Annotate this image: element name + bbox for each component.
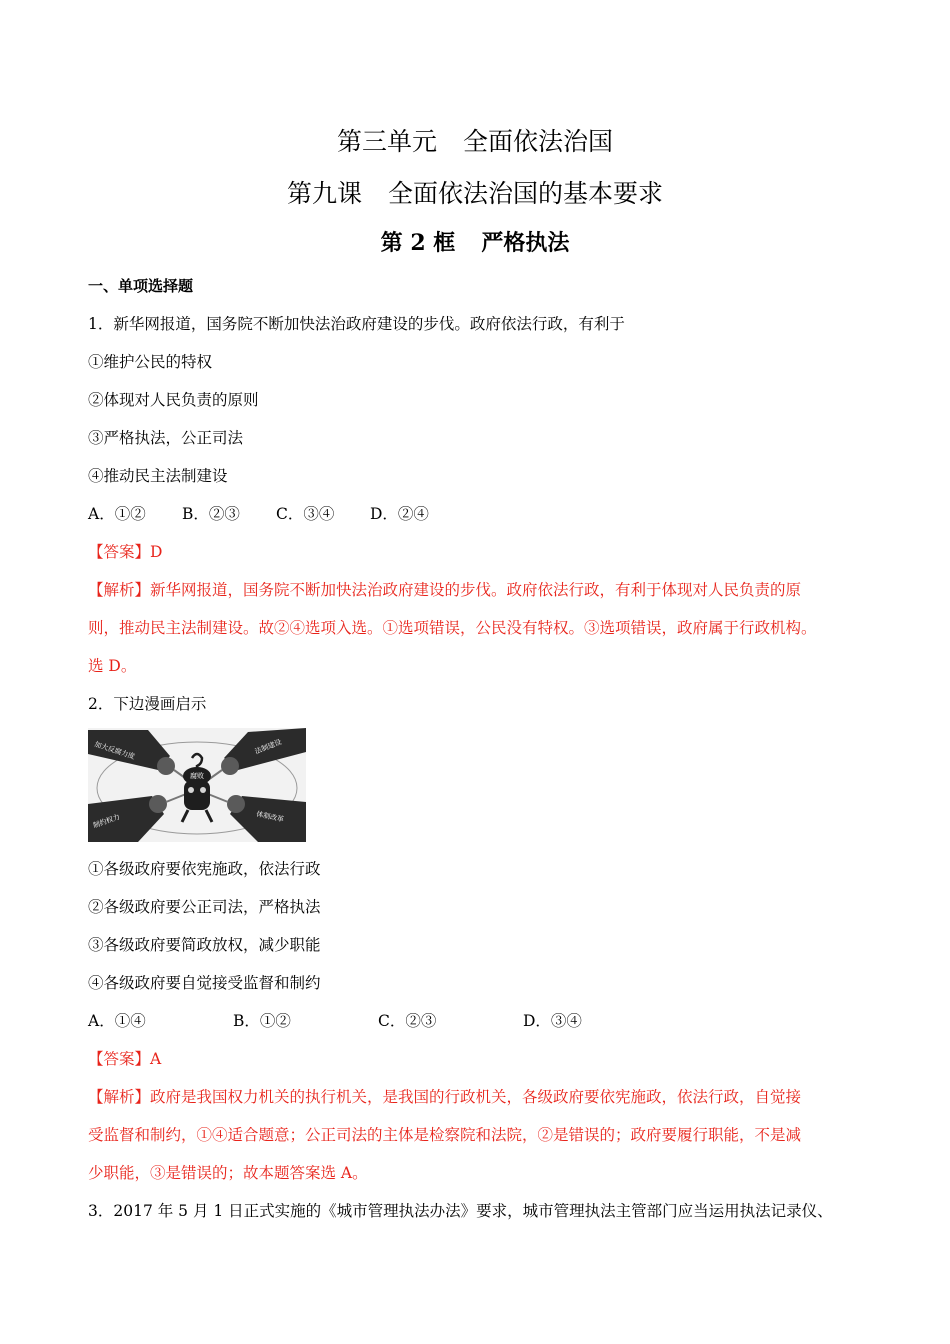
q2-option-b: B．①②: [233, 1012, 291, 1030]
q1-options: [88, 504, 888, 524]
q2-option-d: D．③④: [523, 1012, 582, 1030]
q2-analysis-tag: 【解析】: [88, 1088, 151, 1106]
cartoon-label-1: 加大反腐力度: [93, 740, 136, 761]
q2-item-2: ②各级政府要公正司法，严格执法: [88, 898, 321, 916]
q2-analysis-line-2: 受监督和制约，①④适合题意；公正司法的主体是检察院和法院，②是错误的；政府要履行职能，不是减: [88, 1126, 802, 1144]
q1-item-3: ③严格执法，公正司法: [88, 429, 244, 447]
lesson-title: 第九课 全面依法治国的基本要求: [286, 179, 664, 208]
q1-option-c: C．③④: [276, 505, 335, 523]
q1-item-1: ①维护公民的特权: [88, 353, 213, 371]
q2-option-a: A．①④: [88, 1012, 146, 1030]
q3-stem: 3．2017 年 5 月 1 日正式实施的《城市管理执法办法》要求，城市管理执法主管部门应当运用执法记录仪、: [88, 1202, 833, 1220]
q2-answer-tag: 【答案】: [88, 1050, 151, 1068]
q1-analysis-line-1: 【解析】新华网报道，国务院不断加快法治政府建设的步伐。政府依法行政，有利于体现对人民负责的原: [88, 581, 802, 599]
q1-stem: 1．新华网报道，国务院不断加快法治政府建设的步伐。政府依法行政，有利于: [88, 315, 625, 333]
q2-options: [88, 1011, 888, 1031]
q2-analysis-line-3: 少职能，③是错误的；故本题答案选 A。: [88, 1164, 368, 1182]
q1-analysis-line-3: 选 D。: [88, 657, 137, 675]
cartoon-label-3: 制约权力: [91, 812, 121, 830]
q1-option-a: A．①②: [88, 505, 146, 523]
q1-option-b: B．②③: [182, 505, 240, 523]
q2-answer: [88, 1049, 888, 1069]
q1-answer-tag: 【答案】: [88, 543, 151, 561]
q2-stem: 2．下边漫画启示: [88, 695, 207, 713]
q2-option-c: C．②③: [378, 1012, 437, 1030]
q1-item-4: ④推动民主法制建设: [88, 467, 228, 485]
q1-analysis-line-2: 则，推动民主法制建设。故②④选项入选。①选项错误，公民没有特权。③选项错误，政府属于行政机构。: [88, 619, 817, 637]
q1-analysis-tag: 【解析】: [88, 581, 151, 599]
q1-option-d: D．②④: [370, 505, 429, 523]
cartoon-label-4: 体制改革: [255, 810, 285, 824]
q1-item-2: ②体现对人民负责的原则: [88, 391, 259, 409]
q1-answer-value: D: [150, 543, 163, 561]
q2-item-1: ①各级政府要依宪施政，依法行政: [88, 860, 321, 878]
cartoon-label-2: 法制建设: [253, 737, 283, 756]
q2-answer-value: A: [150, 1050, 162, 1068]
cartoon-label-5: 腐败: [190, 772, 204, 780]
cartoon-image: [88, 728, 306, 842]
q2-analysis-line-1: 【解析】政府是我国权力机关的执行机关，是我国的行政机关，各级政府要依宪施政，依法行政，自觉接: [88, 1088, 802, 1106]
unit-title: 第三单元 全面依法治国: [336, 127, 614, 156]
section-title: 第 2 框 严格执法: [380, 230, 570, 256]
q2-item-3: ③各级政府要简政放权，减少职能: [88, 936, 321, 954]
q2-item-4: ④各级政府要自觉接受监督和制约: [88, 974, 321, 992]
section-heading: 一、单项选择题: [88, 277, 194, 295]
q1-answer: [88, 542, 888, 562]
